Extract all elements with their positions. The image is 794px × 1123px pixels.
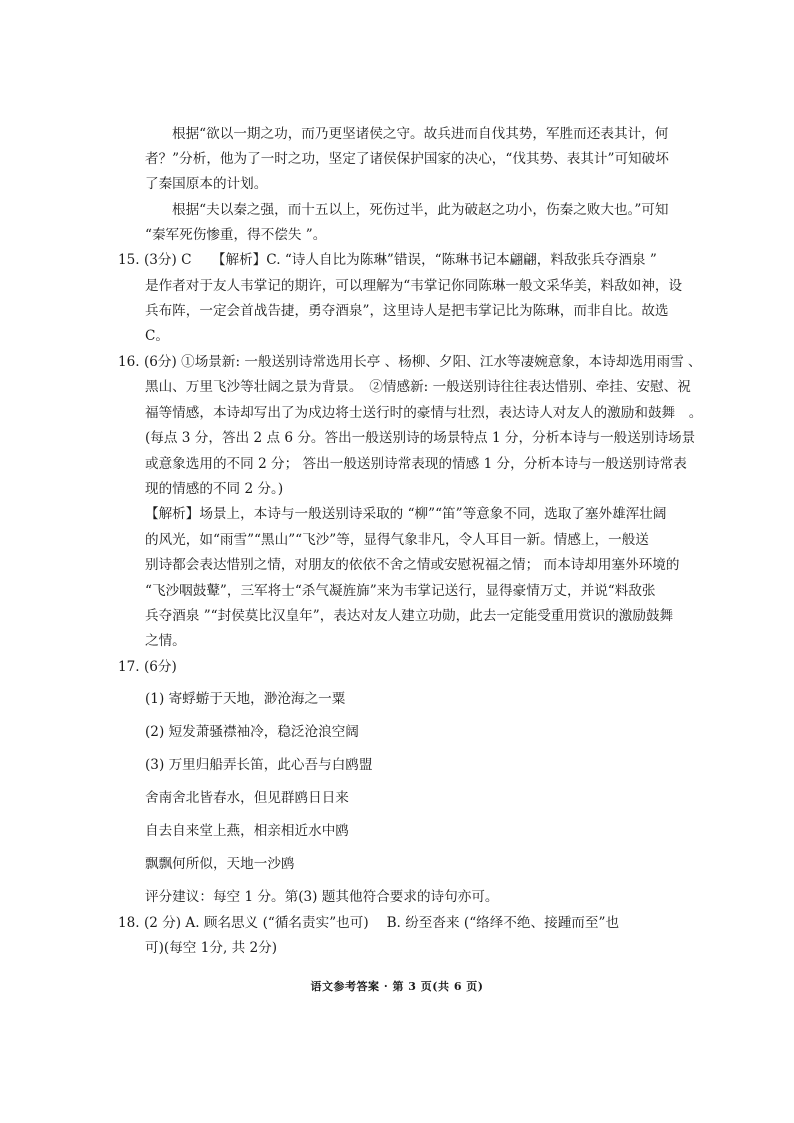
text-line: 黑山、万里飞沙等壮阔之景为背景。 ②情感新: 一般送别诗往往表达惜别、牵挂、安慰、祝 [145,379,691,395]
text-line: 兵布阵，一定会首战告捷，勇夺酒泉”，这里诗人是把韦掌记比为陈琳，而非自比。故选 [145,303,669,319]
text-line: 根据“夫以秦之强，而十五以上，死伤过半，此为破赵之功小，伤秦之败大也。”可知 [172,202,669,218]
text-line: 之情。 [145,633,186,649]
text-line: C。 [145,328,169,344]
text-line: 的风光，如“雨雪”“黑山”“飞沙”等，显得气象非凡，令人耳目一新。情感上，一般送 [145,532,649,548]
text-line: (每点 3 分，答出 2 点 6 分。答出一般送别诗的场景特点 1 分，分析本诗与一般送别诗场景 [145,430,696,446]
text-line: 福等情感，本诗却写出了为戍边将士送行时的豪情与壮烈，表达诗人对友人的激励和鼓舞 。 [145,405,703,421]
text-line: “飞沙咽鼓鼙”，三军将士“杀气凝旌旆”来为韦掌记送行，显得豪情万丈，并说“料敌张 [145,583,656,599]
text-line: 兵夺酒泉 ”“封侯莫比汉皇年”，表达对友人建立功勋，此去一定能受重用赏识的激励鼓舞 [145,608,674,624]
text-line: 根据“欲以一期之功，而乃更坚诸侯之守。故兵进而自伐其势，军胜而还表其计，何 [172,126,669,142]
answer-line: (3) 万里归船弄长笛，此心吾与白鸥盟 [145,757,373,773]
scoring-note: 评分建议：每空 1 分。第(3) 题其他符合要求的诗句亦可。 [145,889,499,905]
text-line: 别诗都会表达惜别之情，对朋友的依依不舍之情或安慰祝福之情； 而本诗却用塞外环境的 [145,557,680,573]
text-line: 可)(每空 1分, 共 2分) [145,940,278,956]
text-line: “秦军死伤惨重，得不偿失 ”。 [145,227,327,243]
question-16-line: 16. (6分) ①场景新: 一般送别诗常选用长亭 、杨柳、夕阳、江水等凄婉意象，本诗却选用雨雪 、 [118,354,702,370]
answer-line: 自去自来堂上燕，相亲相近水中鸥 [145,823,349,839]
page-footer: 语文参考答案 · 第 3 页(共 6 页) [310,980,484,993]
answer-line: 飘飘何所似，天地一沙鸥 [145,856,295,872]
text-line: 了秦国原本的计划。 [145,176,268,192]
question-15-line: 15. (3分) C 【解析】C. “诗人自比为陈琳”错误，“陈琳书记本翩翩，料敌张兵夺酒泉 ” [118,252,657,268]
text-line: 或意象选用的不同 2 分； 答出一般送别诗常表现的情感 1 分，分析本诗与一般送别诗常表 [145,456,687,472]
answer-line: (1) 寄蜉蝣于天地，渺沧海之一粟 [145,691,346,707]
answer-line: 舍南舍北皆春水，但见群鸥日日来 [145,790,349,806]
text-line: 者？”分析，他为了一时之功，坚定了诸侯保护国家的决心，“伐其势、表其计”可知破坏 [145,151,669,167]
text-line: 【解析】场景上，本诗与一般送别诗采取的 “柳”“笛”等意象不同，选取了塞外雄浑壮阔 [145,506,667,522]
question-18-line: 18. (2 分) A. 顾名思义 (“循名责实”也可) B. 纷至沓来 (“络绎不绝、接踵而至”也 [118,915,620,931]
answer-line: (2) 短发萧骚襟袖冷，稳泛沧浪空阔 [145,724,359,740]
text-line: 是作者对于友人韦掌记的期许，可以理解为“韦掌记你同陈琳一般文采华美，料敌如神，设 [145,278,683,294]
text-line: 现的情感的不同 2 分。) [145,481,284,497]
question-17-line: 17. (6分) [118,659,177,675]
